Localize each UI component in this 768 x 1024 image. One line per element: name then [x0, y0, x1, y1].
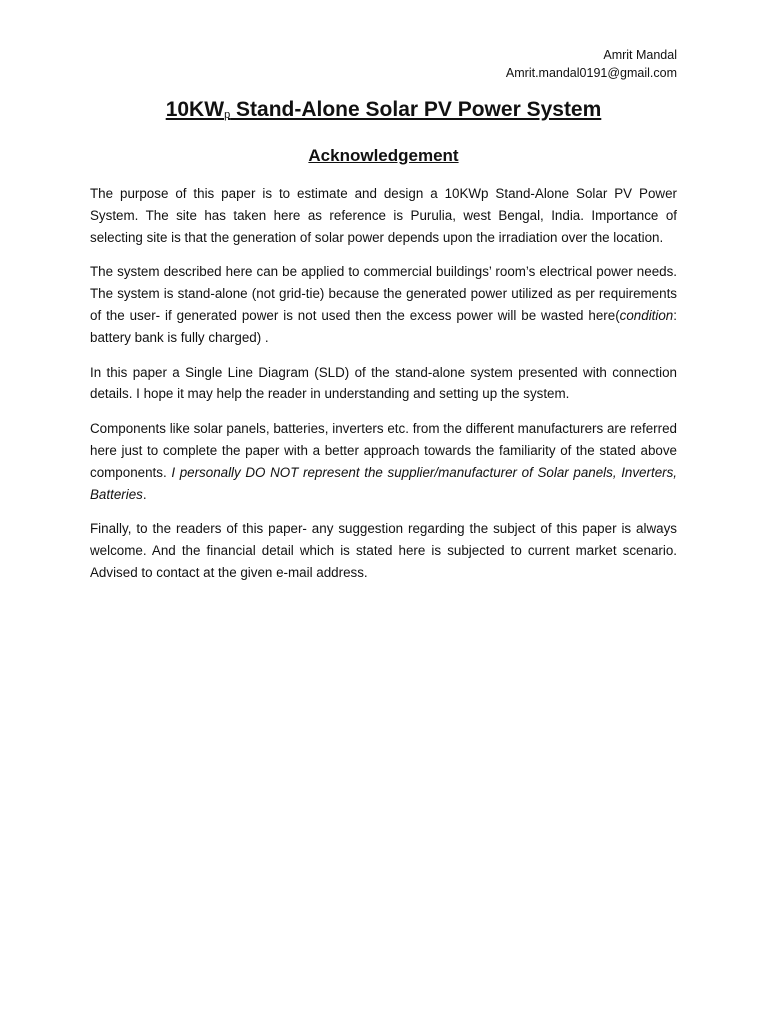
paragraph-system — [90, 261, 677, 348]
author-email: Amrit.mandal0191@gmail.com — [505, 66, 677, 80]
section-heading: Acknowledgement — [308, 146, 459, 165]
document-title — [90, 96, 677, 129]
paragraph-components-italic: I personally DO NOT represent the supplier/manufacturer of Solar panels, Inverters, Batteries — [90, 464, 678, 502]
paragraph-components-text-1: Components like solar panels, batteries, inverters etc. from the different manufacturers are referred here just to complete the paper with a better approach towards the familiarity of the stated above components. — [90, 421, 677, 480]
paragraph-closing: Finally, to the readers of this paper- any suggestion regarding the subject of this paper is always welcome. And the financial detail which is stated here is subjected to current market scenario. Advised to contact at the given e-mail address. — [90, 521, 677, 580]
paragraph-components-text-2: . — [142, 486, 147, 502]
paragraph-purpose: The purpose of this paper is to estimate and design a 10KWp Stand-Alone Solar PV Power System. The site has taken here as reference is Purulia, west Bengal, India. Importance of selecting site is that the generation of solar power depends upon the irradiation over the location. — [90, 186, 677, 245]
paragraph-components — [90, 418, 677, 505]
title-rest: Stand-Alone Solar PV Power System — [230, 98, 602, 121]
title-subscript: p — [224, 109, 231, 121]
paragraph-system-italic: condition — [619, 307, 674, 323]
author-block — [506, 46, 677, 82]
body-text — [90, 183, 677, 597]
paragraph-sld: In this paper a Single Line Diagram (SLD) of the stand-alone system presented with connection details. I hope it may help the reader in understanding and setting up the system. — [90, 364, 677, 402]
title-main: 10KW — [165, 98, 225, 121]
paragraph-system-text-1: The system described here can be applied to commercial buildings’ room’s electrical power needs. The system is stand-alone (not grid-tie) because the generated power utilized as per requirements of the user- if generated power is not used then the excess power will be wasted here( — [90, 264, 677, 323]
author-name: Amrit Mandal — [603, 48, 677, 62]
paragraph-system-text-2: : battery bank is fully charged) . — [90, 307, 677, 345]
